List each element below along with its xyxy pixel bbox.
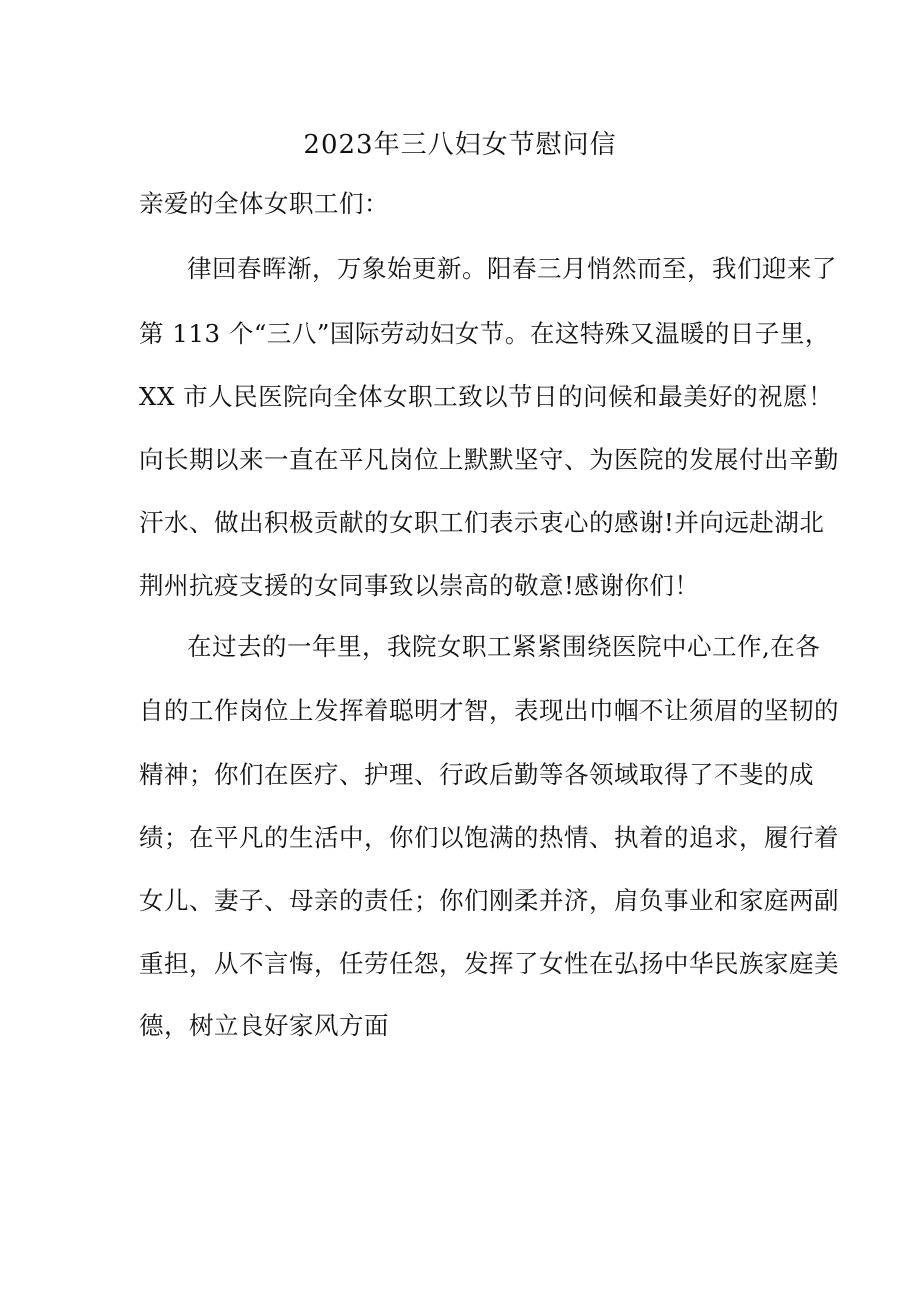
paragraph-1-line-2: 第 113 个“三八”国际劳动妇女节。在这特殊又温暖的日子里， <box>139 319 830 348</box>
paragraph-2-line-6: 重担，从不言悔，任劳任怨，发挥了女性在弘扬中华民族家庭美 <box>139 949 839 978</box>
paragraph-2-line-5: 女儿、妻子、母亲的责任；你们刚柔并济，肩负事业和家庭两副 <box>139 886 839 915</box>
paragraph-2-line-3: 精神；你们在医疗、护理、行政后勤等各领域取得了不斐的成 <box>139 760 814 789</box>
paragraph-1-line-5: 汗水、做出积极贡献的女职工们表示衷心的感谢!并向远赴湖北 <box>139 508 825 537</box>
salutation: 亲爱的全体女职工们： <box>139 189 389 218</box>
paragraph-2-line-1: 在过去的一年里，我院女职工紧紧围绕医院中心工作,在各 <box>187 632 821 661</box>
paragraph-2-line-2: 自的工作岗位上发挥着聪明才智，表现出巾帼不让须眉的坚韧的 <box>139 696 839 725</box>
paragraph-1-line-6: 荆州抗疫支援的女同事致以崇高的敬意!感谢你们！ <box>139 571 700 600</box>
document-title: 2023年三八妇女节慰问信 <box>303 130 617 160</box>
paragraph-1-line-3: XX 市人民医院向全体女职工致以节日的问候和最美好的祝愿！ <box>139 382 834 411</box>
paragraph-1-line-4: 向长期以来一直在平凡岗位上默默坚守、为医院的发展付出辛勤 <box>139 445 839 474</box>
paragraph-1-line-1: 律回春晖渐，万象始更新。阳春三月悄然而至，我们迎来了 <box>187 254 837 283</box>
paragraph-2-line-4: 绩；在平凡的生活中，你们以饱满的热情、执着的追求，履行着 <box>139 823 839 852</box>
paragraph-2-line-7: 德，树立良好家风方面 <box>139 1011 389 1040</box>
